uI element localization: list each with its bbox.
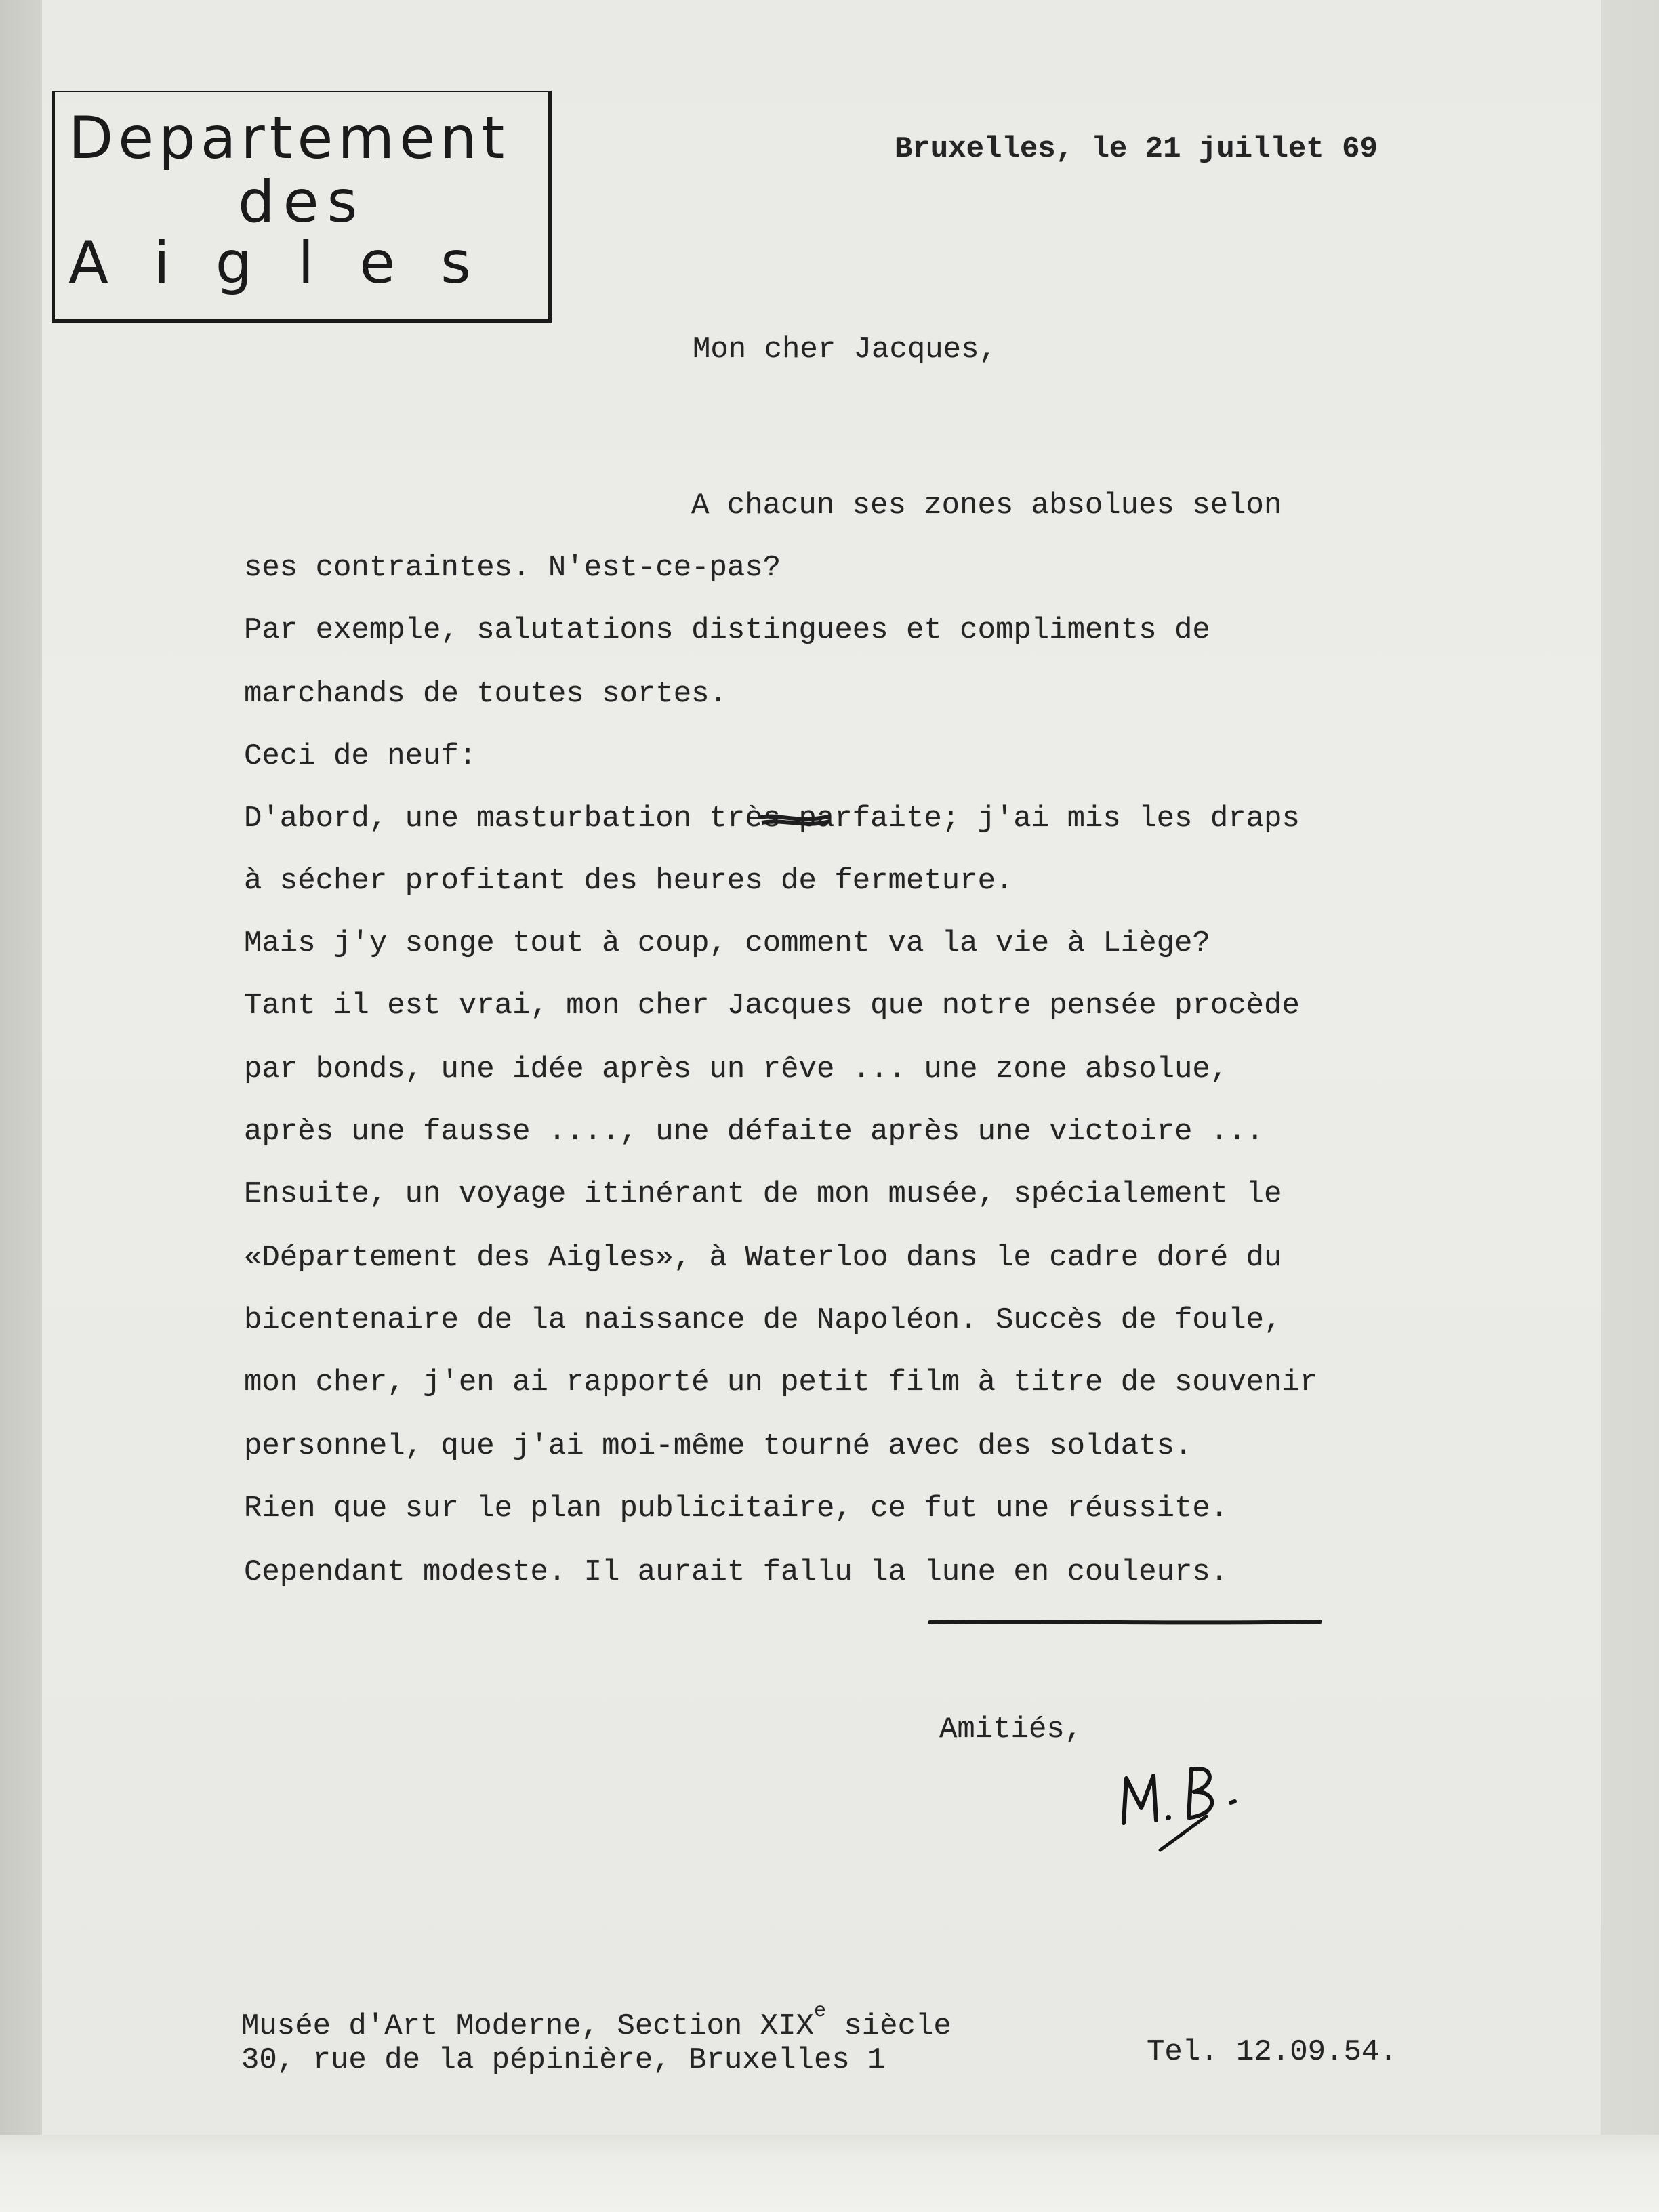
body-line: personnel, que j'ai moi-même tourné avec des soldats. bbox=[244, 1429, 1193, 1463]
footer-century: siècle bbox=[825, 2009, 951, 2043]
body-line: A chacun ses zones absolues selon bbox=[691, 489, 1282, 523]
letterhead-line-3: Aigles bbox=[68, 229, 516, 297]
body-line: Ceci de neuf: bbox=[244, 739, 477, 773]
body-line: bicentenaire de la naissance de Napoléon. Succès de foule, bbox=[244, 1303, 1282, 1337]
letterhead-line-2: des bbox=[238, 168, 366, 236]
sign-off: Amitiés, bbox=[939, 1713, 1083, 1746]
handwritten-signature bbox=[1111, 1755, 1274, 1864]
body-line: ses contraintes. N'est-ce-pas? bbox=[244, 551, 781, 585]
page-margin bbox=[0, 2135, 1659, 2212]
body-line: «Département des Aigles», à Waterloo dans le cadre doré du bbox=[244, 1241, 1282, 1275]
body-line: marchands de toutes sortes. bbox=[244, 677, 727, 711]
letterhead-stamp bbox=[52, 91, 552, 323]
letterhead-line-1: Departement bbox=[68, 104, 510, 172]
footer-address-line-2: 30, rue de la pépinière, Bruxelles 1 bbox=[241, 2043, 886, 2077]
letter-date: Bruxelles, le 21 juillet 69 bbox=[895, 132, 1378, 166]
body-line: par bonds, une idée après un rêve ... une zone absolue, bbox=[244, 1052, 1229, 1086]
strikethrough-mark bbox=[758, 808, 834, 832]
footer-museum-name: Musée d'Art Moderne, Section XIX bbox=[241, 2009, 814, 2043]
handwritten-underline bbox=[928, 1618, 1322, 1626]
body-line: Par exemple, salutations distinguees et compliments de bbox=[244, 613, 1210, 647]
body-line: mon cher, j'en ai rapporté un petit film à titre de souvenir bbox=[244, 1366, 1318, 1399]
body-line: Rien que sur le plan publicitaire, ce fut une réussite. bbox=[244, 1492, 1229, 1525]
body-line: Mais j'y songe tout à coup, comment va la vie à Liège? bbox=[244, 926, 1210, 960]
footer-telephone: Tel. 12.09.54. bbox=[1147, 2035, 1397, 2069]
body-line: Ensuite, un voyage itinérant de mon musée, spécialement le bbox=[244, 1177, 1282, 1211]
footer-superscript: e bbox=[813, 2000, 826, 2023]
body-line: D'abord, une masturbation très parfaite; j'ai mis les draps bbox=[244, 802, 1300, 836]
body-line: après une fausse ...., une défaite après une victoire ... bbox=[244, 1115, 1265, 1149]
salutation: Mon cher Jacques, bbox=[693, 333, 997, 367]
body-line: Tant il est vrai, mon cher Jacques que notre pensée procède bbox=[244, 989, 1300, 1023]
body-line: à sécher profitant des heures de fermeture. bbox=[244, 864, 1014, 898]
body-line: Cependant modeste. Il aurait fallu la lune en couleurs. bbox=[244, 1555, 1229, 1589]
